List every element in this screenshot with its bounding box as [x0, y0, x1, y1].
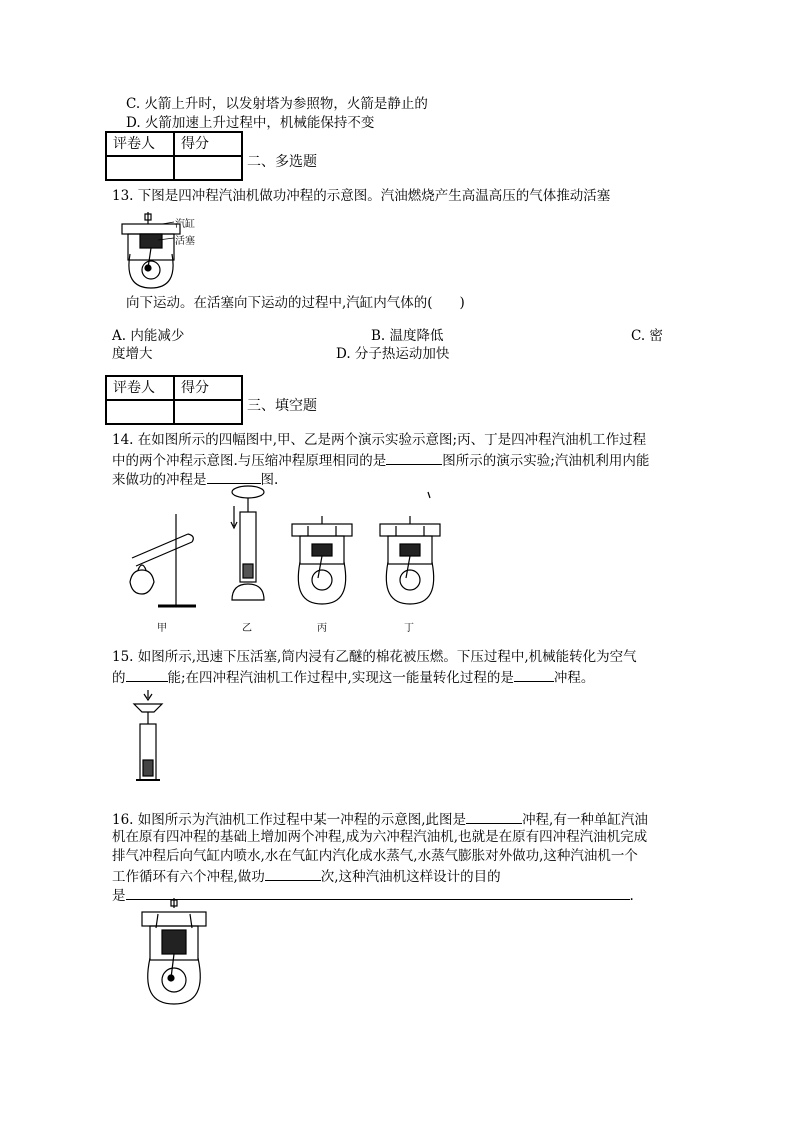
- score-box-section2: [105, 131, 243, 181]
- q15-line-2: [112, 667, 594, 687]
- score-box-grader-label: 评卷人: [106, 132, 174, 156]
- score-box-score-cell: [174, 400, 242, 424]
- q14-caption-jia: 甲: [157, 623, 167, 634]
- q14-line-3a: 来做功的冲程是: [112, 472, 207, 488]
- q13-label-piston: 活塞: [175, 236, 195, 247]
- q13-stem-1: 13. 下图是四冲程汽油机做功冲程的示意图。汽油燃烧产生高温高压的气体推动活塞: [112, 188, 611, 204]
- q15-line-2b: 能;在四冲程汽油机工作过程中,实现这一能量转化过程的是: [167, 670, 514, 686]
- q14-figure-ding-engine: [376, 490, 446, 606]
- q14-line-3b: 图.: [260, 472, 279, 488]
- q13-option-b: B. 温度降低: [371, 328, 444, 344]
- q13-option-c-part2: 度增大: [112, 346, 153, 362]
- q13-option-c-part1: C. 密: [631, 328, 663, 344]
- q13-option-d: D. 分子热运动加快: [336, 346, 450, 362]
- q16-line-1b: 冲程,有一种单缸汽油: [522, 812, 648, 828]
- q13-stem-2: 向下运动。在活塞向下运动的过程中,汽缸内气体的( ): [126, 295, 465, 311]
- section2-title: 二、多选题: [247, 154, 317, 170]
- q14-line-1: 14. 在如图所示的四幅图中,甲、乙是两个演示实验示意图;丙、丁是四冲程汽油机工作过程: [112, 432, 647, 448]
- q14-figure-jia-test-tube: [122, 512, 202, 612]
- score-box-grader-cell: [106, 400, 174, 424]
- q14-blank-1[interactable]: [386, 450, 442, 465]
- q14-caption-yi: 乙: [242, 623, 252, 634]
- q14-line-2a: 中的两个冲程示意图.与压缩冲程原理相同的是: [112, 453, 387, 469]
- q16-line-4b: 次,这种汽油机这样设计的目的: [320, 869, 501, 885]
- q16-line-2: 机在原有四冲程的基础上增加两个冲程,成为六冲程汽油机,也就是在原有四冲程汽油机完成: [112, 829, 648, 845]
- q16-line-3: 排气冲程后向气缸内喷水,水在气缸内汽化成水蒸气,水蒸气膨胀对外做功,这种汽油机一个: [112, 848, 638, 864]
- q16-line-1: [112, 809, 648, 829]
- q15-blank-2[interactable]: [514, 667, 554, 682]
- q16-line-4: [112, 866, 501, 886]
- q16-line-5a: 是: [112, 888, 126, 904]
- q16-engine-diagram: [138, 898, 214, 1006]
- q16-line-5b: .: [629, 888, 634, 904]
- score-box-score-label: 得分: [174, 376, 242, 400]
- q12-option-d: D. 火箭加速上升过程中，机械能保持不变: [126, 115, 375, 131]
- q14-caption-bing: 丙: [317, 623, 327, 634]
- section3-title: 三、填空题: [247, 398, 317, 414]
- score-box-score-cell: [174, 156, 242, 180]
- q15-line-1: 15. 如图所示,迅速下压活塞,筒内浸有乙醚的棉花被压燃。下压过程中,机械能转化为空气: [112, 649, 637, 665]
- q14-line-2b: 图所示的演示实验;汽油机利用内能: [442, 453, 650, 469]
- score-box-section3: [105, 375, 243, 425]
- q13-label-cylinder: 汽缸: [175, 219, 195, 230]
- q16-blank-1[interactable]: [466, 809, 522, 824]
- q14-figure-bing-engine: [288, 516, 358, 606]
- q14-line-2: [112, 450, 649, 470]
- q14-caption-ding: 丁: [404, 623, 414, 634]
- q16-blank-2[interactable]: [265, 866, 321, 881]
- score-box-score-label: 得分: [174, 132, 242, 156]
- q14-blank-2[interactable]: [207, 469, 261, 484]
- q15-line-2a: 的: [112, 670, 126, 686]
- q16-line-1a: 16. 如图所示为汽油机工作过程中某一冲程的示意图,此图是: [112, 812, 467, 828]
- q13-option-a: A. 内能减少: [112, 328, 185, 344]
- q15-line-2c: 冲程。: [553, 670, 595, 686]
- q15-blank-1[interactable]: [126, 667, 168, 682]
- score-box-grader-cell: [106, 156, 174, 180]
- q15-compression-tube-diagram: [130, 690, 166, 786]
- q16-line-4a: 工作循环有六个冲程,做功: [112, 869, 265, 885]
- q12-option-c: C. 火箭上升时，以发射塔为参照物，火箭是静止的: [126, 96, 428, 112]
- q14-figure-yi-compression-tube: [228, 484, 272, 608]
- score-box-grader-label: 评卷人: [106, 376, 174, 400]
